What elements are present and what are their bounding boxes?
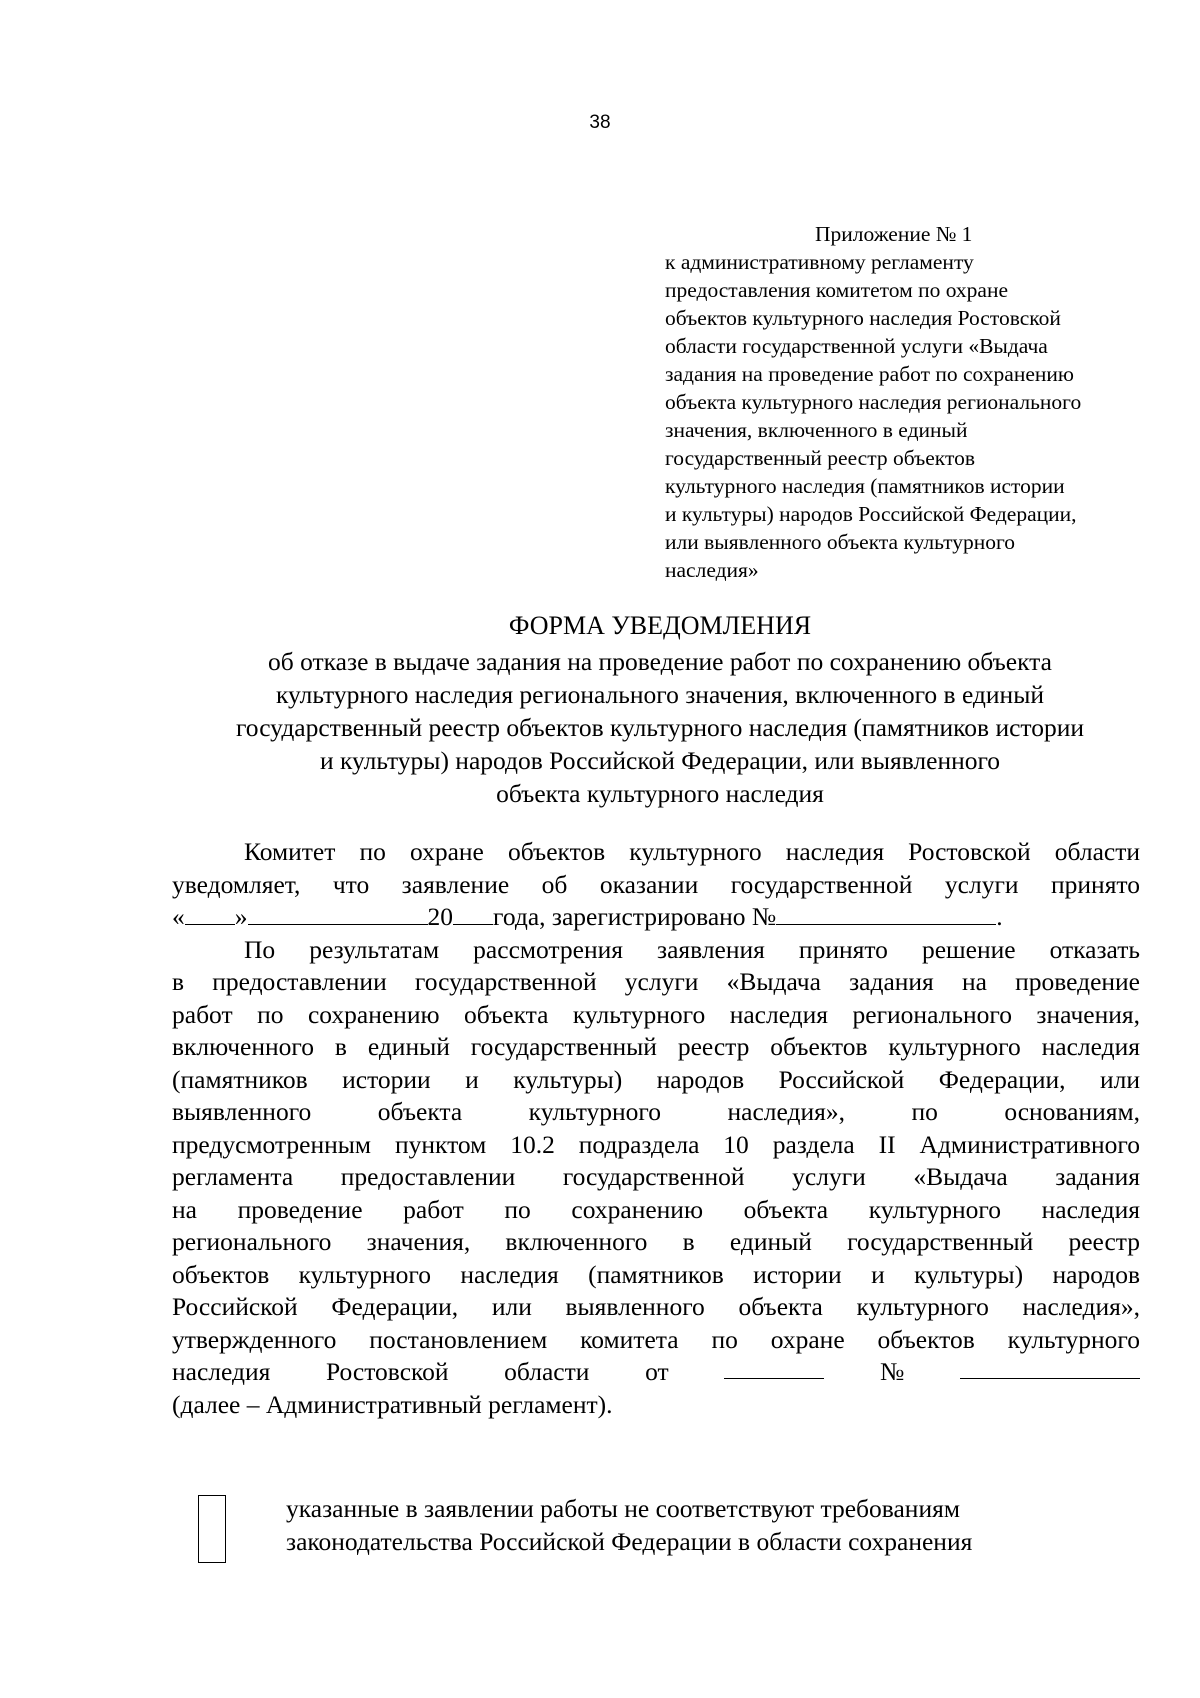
appendix-line: области государственной услуги «Выдача [665, 334, 1048, 358]
year-prefix: 20 [427, 902, 453, 931]
body-line: (далее – Административный регламент). [172, 1389, 613, 1419]
body-line: Российской Федерации, или выявленного объекта культурного наследия», [172, 1292, 1140, 1321]
appendix-block [665, 220, 1145, 584]
appendix-line: к административному регламенту [665, 250, 974, 274]
decree-date-blank[interactable] [724, 1356, 824, 1379]
form-subtitle [120, 645, 1200, 810]
registration-number-blank[interactable] [776, 902, 996, 925]
reason-line: указанные в заявлении работы не соответствуют требованиям [286, 1494, 960, 1523]
appendix-line: наследия» [665, 558, 759, 582]
body-line: регламента предоставлении государственной услуги «Выдача задания [172, 1162, 1140, 1191]
word: Ростовской [326, 1357, 449, 1386]
body-line: Комитет по охране объектов культурного наследия Ростовской области [244, 837, 1140, 866]
subtitle-line: и культуры) народов Российской Федерации, или выявленного [319, 746, 1001, 775]
form-title: ФОРМА УВЕДОМЛЕНИЯ [508, 611, 812, 640]
decree-number-blank[interactable] [960, 1356, 1140, 1379]
appendix-line: или выявленного объекта культурного [665, 530, 1016, 554]
body-line: предусмотренным пунктом 10.2 подраздела 10 раздела II Административного [172, 1129, 1140, 1159]
body-line: регионального значения, включенного в единый государственный реестр [172, 1227, 1140, 1256]
subtitle-line: об отказе в выдаче задания на проведение работ по сохранению объекта [268, 647, 1052, 676]
appendix-line: объектов культурного наследия Ростовской [665, 306, 1061, 330]
close-quote: » [234, 902, 248, 931]
body-line: на проведение работ по сохранению объекта культурного наследия [172, 1194, 1140, 1224]
appendix-line: задания на проведение работ по сохранению [665, 362, 1074, 386]
appendix-line: предоставления комитетом по охране [665, 278, 1009, 302]
appendix-line: объекта культурного наследия регионального [665, 390, 1082, 414]
subtitle-line: культурного наследия регионального значения, включенного в единый [276, 680, 1044, 709]
number-sign: № [879, 1357, 905, 1386]
body-line: уведомляет, что заявление об оказании государственной услуги принято [172, 869, 1140, 899]
body-line: утвержденного постановлением комитета по охране объектов культурного [172, 1324, 1140, 1354]
decree-reference-line [172, 1356, 1140, 1389]
appendix-line: культурного наследия (памятников истории [665, 474, 1065, 498]
day-blank[interactable] [185, 902, 235, 925]
month-blank[interactable] [248, 902, 428, 925]
open-quote: « [172, 902, 185, 931]
body-line: По результатам рассмотрения заявления принято решение отказать [244, 934, 1140, 964]
registration-line [172, 901, 1140, 934]
year-blank[interactable] [453, 902, 493, 925]
body-line: объектов культурного наследия (памятников истории и культуры) народов [172, 1259, 1140, 1289]
body-line: в предоставлении государственной услуги «Выдача задания на проведение [172, 967, 1140, 996]
reason-line: законодательства Российской Федерации в области сохранения [286, 1527, 973, 1556]
appendix-line: государственный реестр объектов [665, 446, 975, 470]
appendix-title: Приложение № 1 [815, 222, 973, 246]
notification-body [172, 836, 1140, 1421]
body-line: (памятников истории и культуры) народов Российской Федерации, или [172, 1064, 1140, 1094]
period: . [996, 902, 1003, 931]
reason-checkbox[interactable] [198, 1495, 226, 1563]
subtitle-line: государственный реестр объектов культурного наследия (памятников истории [235, 713, 1085, 742]
subtitle-line: объекта культурного наследия [496, 779, 824, 808]
appendix-line: и культуры) народов Российской Федерации, [665, 502, 1077, 526]
word: наследия [172, 1357, 271, 1386]
appendix-line: значения, включенного в единый [665, 418, 968, 442]
page-number: 38 [589, 112, 611, 133]
body-line: выявленного объекта культурного наследия», по основаниям, [172, 1097, 1140, 1126]
word: области [504, 1357, 590, 1386]
body-line: включенного в единый государственный реестр объектов культурного наследия [172, 1032, 1140, 1061]
word: от [645, 1357, 669, 1386]
registered-label: года, зарегистрировано № [493, 902, 777, 931]
body-line: работ по сохранению объекта культурного наследия регионального значения, [172, 999, 1140, 1029]
reason-text [286, 1492, 1146, 1558]
